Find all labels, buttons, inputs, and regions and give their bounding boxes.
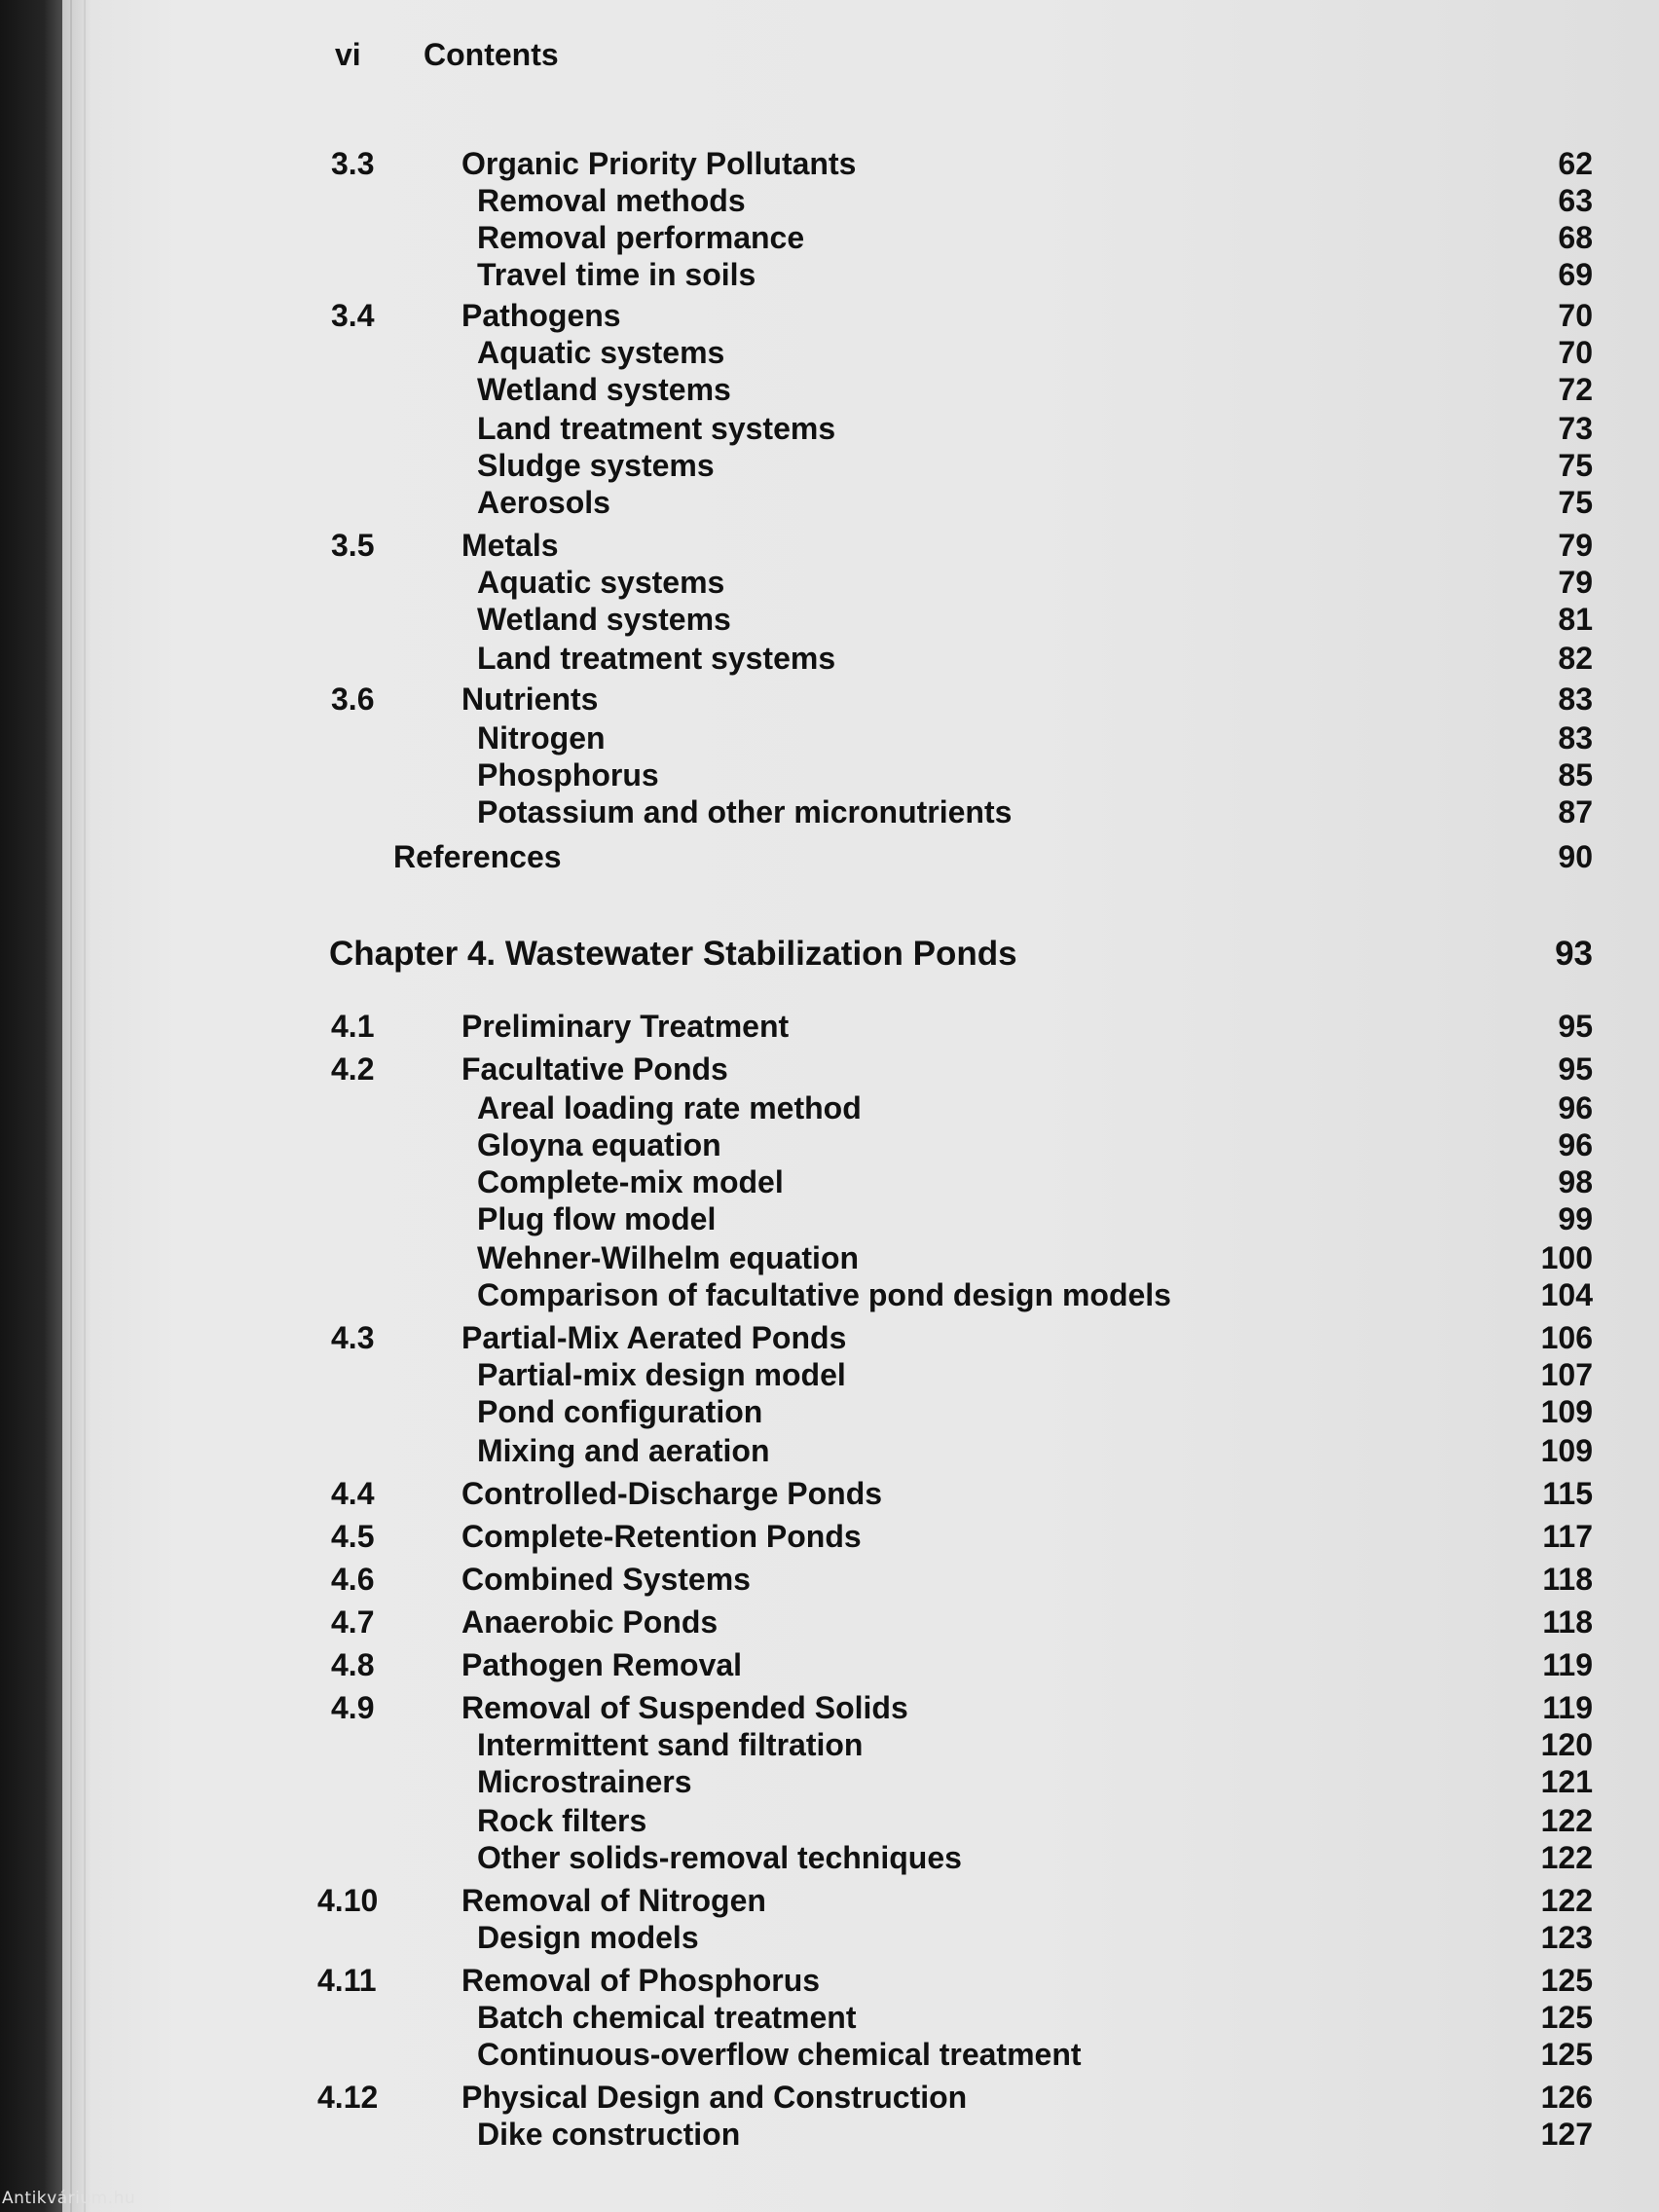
subsection-title: Aquatic systems	[477, 565, 725, 600]
section-title: Anaerobic Ponds	[461, 1604, 719, 1640]
toc-entry	[62, 2035, 1593, 2074]
toc-entry	[62, 935, 1593, 974]
toc-entry	[62, 1088, 1593, 1127]
toc-entry	[62, 793, 1593, 831]
page-number: 120	[1540, 1727, 1593, 1762]
section-title: Removal of Suspended Solids	[461, 1690, 908, 1725]
page-number: 83	[1558, 720, 1593, 756]
page-number: 118	[1542, 1562, 1593, 1597]
subsection-title: Batch chemical treatment	[477, 2000, 857, 2035]
toc-entry	[62, 1392, 1593, 1431]
section-number: 3.3	[331, 146, 375, 181]
page-number: 123	[1540, 1920, 1593, 1955]
header-title: Contents	[424, 37, 559, 72]
subsection-title: Removal performance	[477, 220, 805, 255]
toc-entry	[62, 446, 1593, 485]
section-number: 4.6	[331, 1562, 375, 1597]
section-number: 4.3	[331, 1320, 375, 1355]
subsection-title: Wehner-Wilhelm equation	[477, 1240, 860, 1275]
page-number: 69	[1558, 257, 1593, 292]
subsection-title: Sludge systems	[477, 448, 715, 483]
page-number: 95	[1558, 1009, 1593, 1044]
toc-entry	[62, 218, 1593, 257]
toc-entry	[62, 2115, 1593, 2154]
section-number: 4.11	[317, 1963, 377, 1998]
toc-entry	[62, 526, 1593, 565]
book-spine-shadow	[0, 0, 62, 2212]
subsection-title: Dike construction	[477, 2117, 741, 2152]
section-title: Organic Priority Pollutants	[461, 146, 857, 181]
page-number: 119	[1542, 1647, 1593, 1682]
toc-entry	[62, 1881, 1593, 1920]
subsection-title: Rock filters	[477, 1803, 647, 1838]
section-title: Pathogen Removal	[461, 1647, 743, 1682]
toc-entry	[62, 483, 1593, 522]
section-number: 4.2	[331, 1051, 375, 1087]
page-number: 96	[1558, 1127, 1593, 1162]
page-number: 75	[1558, 485, 1593, 520]
page-number: 95	[1558, 1051, 1593, 1087]
toc-entry	[62, 756, 1593, 794]
subsection-title: Design models	[477, 1920, 699, 1955]
page-number: 109	[1540, 1394, 1593, 1429]
toc-entry	[62, 370, 1593, 409]
subsection-title: Mixing and aeration	[477, 1433, 770, 1468]
section-title: Physical Design and Construction	[461, 2080, 968, 2115]
page-number: 81	[1558, 602, 1593, 637]
section-number: 4.12	[317, 2080, 379, 2115]
section-number: 4.9	[331, 1690, 375, 1725]
subsection-title: Complete-mix model	[477, 1164, 784, 1199]
page-number: 72	[1558, 372, 1593, 407]
page-number: 68	[1558, 220, 1593, 255]
subsection-title: Intermittent sand filtration	[477, 1727, 864, 1762]
section-title: Removal of Phosphorus	[461, 1963, 821, 1998]
page-number: 75	[1558, 448, 1593, 483]
toc-entry	[62, 1355, 1593, 1394]
section-title: Controlled-Discharge Ponds	[461, 1476, 883, 1511]
toc-entry	[62, 1007, 1593, 1046]
section-number: 4.5	[331, 1519, 375, 1554]
section-number: 3.4	[331, 298, 375, 333]
section-number: 3.5	[331, 528, 375, 563]
section-title: Removal of Nitrogen	[461, 1883, 766, 1918]
toc-entry	[62, 181, 1593, 220]
page-number: 90	[1558, 839, 1593, 874]
toc-entry	[62, 1318, 1593, 1357]
toc-entry	[62, 1517, 1593, 1556]
page-number: 87	[1558, 794, 1593, 830]
page-number: 118	[1542, 1604, 1593, 1640]
page-number: 109	[1540, 1433, 1593, 1468]
subsection-title: Aerosols	[477, 485, 610, 520]
page-number: 125	[1540, 2037, 1593, 2072]
section-number: 4.1	[331, 1009, 375, 1044]
page-number: 127	[1540, 2117, 1593, 2152]
section-number: 4.7	[331, 1604, 375, 1640]
toc-entry	[62, 1125, 1593, 1164]
subsection-title: Nitrogen	[477, 720, 606, 756]
subsection-title: Removal methods	[477, 183, 746, 218]
toc-entry	[62, 1162, 1593, 1201]
page-number: 107	[1540, 1357, 1593, 1392]
subsection-title: Continuous-overflow chemical treatment	[477, 2037, 1082, 2072]
toc-entry	[62, 1918, 1593, 1957]
page-number: 121	[1540, 1764, 1593, 1799]
page-number: 83	[1558, 682, 1593, 717]
subsection-title: Wetland systems	[477, 602, 731, 637]
subsection-title: Phosphorus	[477, 757, 659, 793]
section-title: Nutrients	[461, 682, 599, 717]
watermark: Antikvárium.hu	[2, 2189, 136, 2208]
toc-entry	[62, 563, 1593, 602]
toc-entry	[62, 1688, 1593, 1727]
page-number: 98	[1558, 1164, 1593, 1199]
page-number: 125	[1540, 1963, 1593, 1998]
section-title: Combined Systems	[461, 1562, 751, 1597]
toc-entry	[62, 719, 1593, 757]
toc-entry	[62, 1050, 1593, 1088]
toc-entry	[62, 1998, 1593, 2037]
subsection-title: Wetland systems	[477, 372, 731, 407]
page-number: 122	[1540, 1840, 1593, 1875]
subsection-title: Travel time in soils	[477, 257, 756, 292]
toc-entry	[62, 1725, 1593, 1764]
subsection-title: Potassium and other micronutrients	[477, 794, 1013, 830]
page-number: 70	[1558, 335, 1593, 370]
page-number: 99	[1558, 1201, 1593, 1236]
page-number: 79	[1558, 528, 1593, 563]
toc-entry	[62, 2078, 1593, 2117]
page-number: 122	[1540, 1803, 1593, 1838]
page-number: 115	[1542, 1476, 1593, 1511]
page-number: 96	[1558, 1090, 1593, 1125]
section-title: Complete-Retention Ponds	[461, 1519, 862, 1554]
toc-entry	[62, 1762, 1593, 1801]
chapter-title: Chapter 4. Wastewater Stabilization Ponds	[329, 935, 1017, 973]
toc-entry	[62, 1838, 1593, 1877]
page-number: 85	[1558, 757, 1593, 793]
toc-entry	[62, 1801, 1593, 1840]
page-number: 73	[1558, 411, 1593, 446]
page-number: 125	[1540, 2000, 1593, 2035]
subsection-title: Areal loading rate method	[477, 1090, 862, 1125]
page-number: 122	[1540, 1883, 1593, 1918]
section-number: 4.10	[317, 1883, 379, 1918]
section-number: 3.6	[331, 682, 375, 717]
toc-entry	[62, 296, 1593, 335]
section-title: Pathogens	[461, 298, 621, 333]
toc-entry	[62, 1199, 1593, 1238]
toc-entry	[62, 409, 1593, 448]
page-number: 126	[1540, 2080, 1593, 2115]
subsection-title: Gloyna equation	[477, 1127, 721, 1162]
section-title: Facultative Ponds	[461, 1051, 728, 1087]
page-number: 100	[1540, 1240, 1593, 1275]
subsection-title: Comparison of facultative pond design models	[477, 1277, 1171, 1312]
toc-entry	[62, 1474, 1593, 1513]
page-number: 63	[1558, 183, 1593, 218]
section-title: References	[393, 839, 562, 874]
book-page	[62, 0, 1659, 2212]
page-number: 79	[1558, 565, 1593, 600]
toc-entry	[62, 1431, 1593, 1470]
toc-entry	[62, 1603, 1593, 1641]
section-title: Preliminary Treatment	[461, 1009, 790, 1044]
toc-entry	[62, 639, 1593, 678]
toc-entry	[62, 1645, 1593, 1684]
subsection-title: Plug flow model	[477, 1201, 717, 1236]
section-number: 4.4	[331, 1476, 375, 1511]
subsection-title: Aquatic systems	[477, 335, 725, 370]
toc-entry	[62, 255, 1593, 294]
section-title: Metals	[461, 528, 559, 563]
page-number: 70	[1558, 298, 1593, 333]
toc-entry	[62, 1560, 1593, 1599]
toc-entry	[62, 1275, 1593, 1314]
page-number: 117	[1542, 1519, 1593, 1554]
subsection-title: Pond configuration	[477, 1394, 763, 1429]
toc-entry	[62, 1961, 1593, 2000]
page-number: 62	[1558, 146, 1593, 181]
section-number: 4.8	[331, 1647, 375, 1682]
page-number: 106	[1540, 1320, 1593, 1355]
page-number: 93	[1555, 935, 1593, 973]
subsection-title: Other solids-removal techniques	[477, 1840, 962, 1875]
toc-entry	[62, 600, 1593, 639]
subsection-title: Microstrainers	[477, 1764, 692, 1799]
page-number: 82	[1558, 641, 1593, 676]
subsection-title: Land treatment systems	[477, 641, 836, 676]
page-number: 119	[1542, 1690, 1593, 1725]
page-number: 104	[1540, 1277, 1593, 1312]
toc-entry	[62, 680, 1593, 719]
toc-entry	[62, 837, 1593, 876]
subsection-title: Land treatment systems	[477, 411, 836, 446]
toc-entry	[62, 1238, 1593, 1277]
toc-entry	[62, 144, 1593, 183]
header-page-number: vi	[335, 37, 361, 72]
subsection-title: Partial-mix design model	[477, 1357, 846, 1392]
section-title: Partial-Mix Aerated Ponds	[461, 1320, 847, 1355]
toc-entry	[62, 333, 1593, 372]
